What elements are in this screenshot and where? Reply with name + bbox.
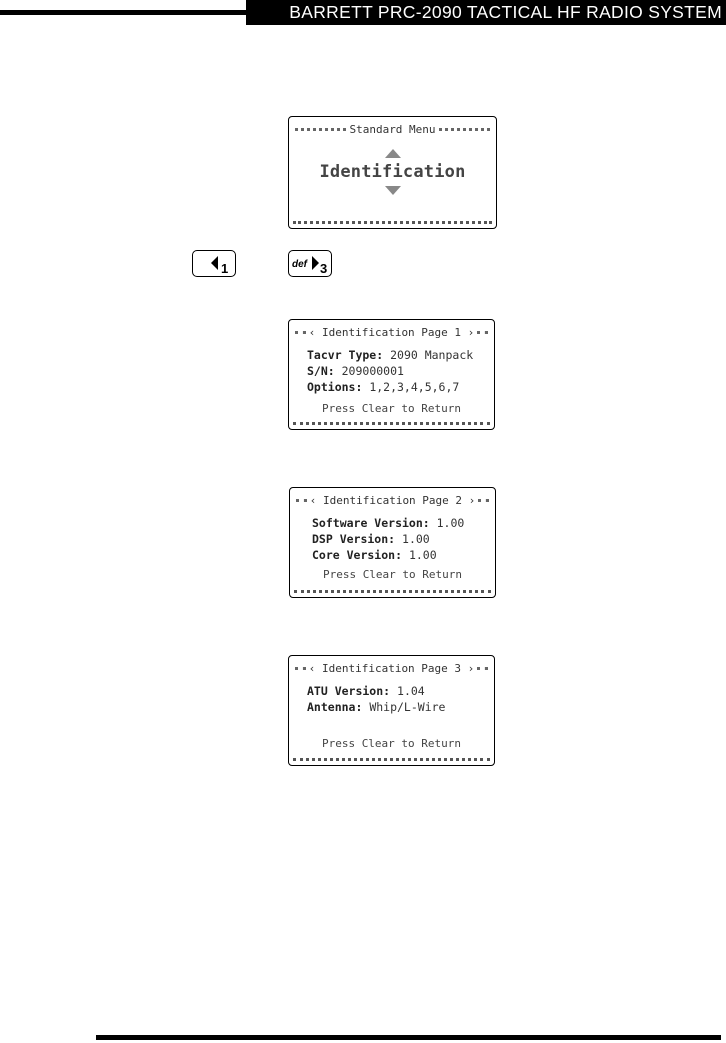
info-line: ATU Version: 1.04 [307, 684, 425, 698]
screen-bottom-rule [293, 221, 492, 224]
right-arrow-icon [312, 256, 319, 270]
screen-title-bar [295, 661, 488, 675]
key-number: 3 [320, 261, 328, 276]
header-rule [0, 10, 246, 15]
press-clear-text: Press Clear to Return [321, 402, 462, 415]
menu-item-label: Identification [319, 162, 466, 182]
footer-rule [96, 1035, 721, 1040]
info-line: Tacvr Type: 2090 Manpack [307, 348, 474, 362]
header-title: BARRETT PRC-2090 TACTICAL HF RADIO SYSTEM [246, 0, 726, 25]
key-number: 1 [221, 261, 229, 276]
info-line: Software Version: 1.00 [312, 516, 465, 530]
screen-title: ‹ Identification Page 3 › [308, 661, 475, 675]
screen-title: ‹ Identification Page 1 › [308, 325, 475, 339]
info-line: Options: 1,2,3,4,5,6,7 [307, 380, 460, 394]
info-line: Antenna: Whip/L-Wire [307, 700, 446, 714]
info-lines [307, 347, 473, 395]
info-line: S/N: 209000001 [307, 364, 404, 378]
screen-title-bar [295, 122, 490, 136]
info-line: Core Version: 1.00 [312, 548, 437, 562]
screen-bottom-rule [293, 422, 490, 425]
down-arrow-icon [385, 186, 401, 195]
screen-title-bar [295, 325, 488, 339]
screen-title: ‹ Identification Page 2 › [309, 493, 476, 507]
left-arrow-icon [211, 256, 218, 270]
identification-page-2-screen [289, 487, 496, 598]
screen-title: Standard Menu [349, 122, 436, 136]
standard-menu-screen [288, 116, 497, 229]
right-key-button[interactable] [288, 250, 332, 277]
screen-bottom-rule [294, 590, 491, 593]
press-clear-text: Press Clear to Return [321, 737, 462, 750]
screen-title-bar [296, 493, 489, 507]
identification-page-3-screen [288, 655, 495, 766]
key-prefix: def [292, 259, 307, 270]
press-clear-text: Press Clear to Return [322, 568, 463, 581]
up-arrow-icon [385, 149, 401, 158]
info-lines [307, 683, 445, 715]
info-line: DSP Version: 1.00 [312, 532, 430, 546]
info-lines [312, 515, 464, 563]
screen-bottom-rule [293, 758, 490, 761]
identification-page-1-screen [288, 319, 495, 430]
left-key-button[interactable] [192, 250, 236, 277]
